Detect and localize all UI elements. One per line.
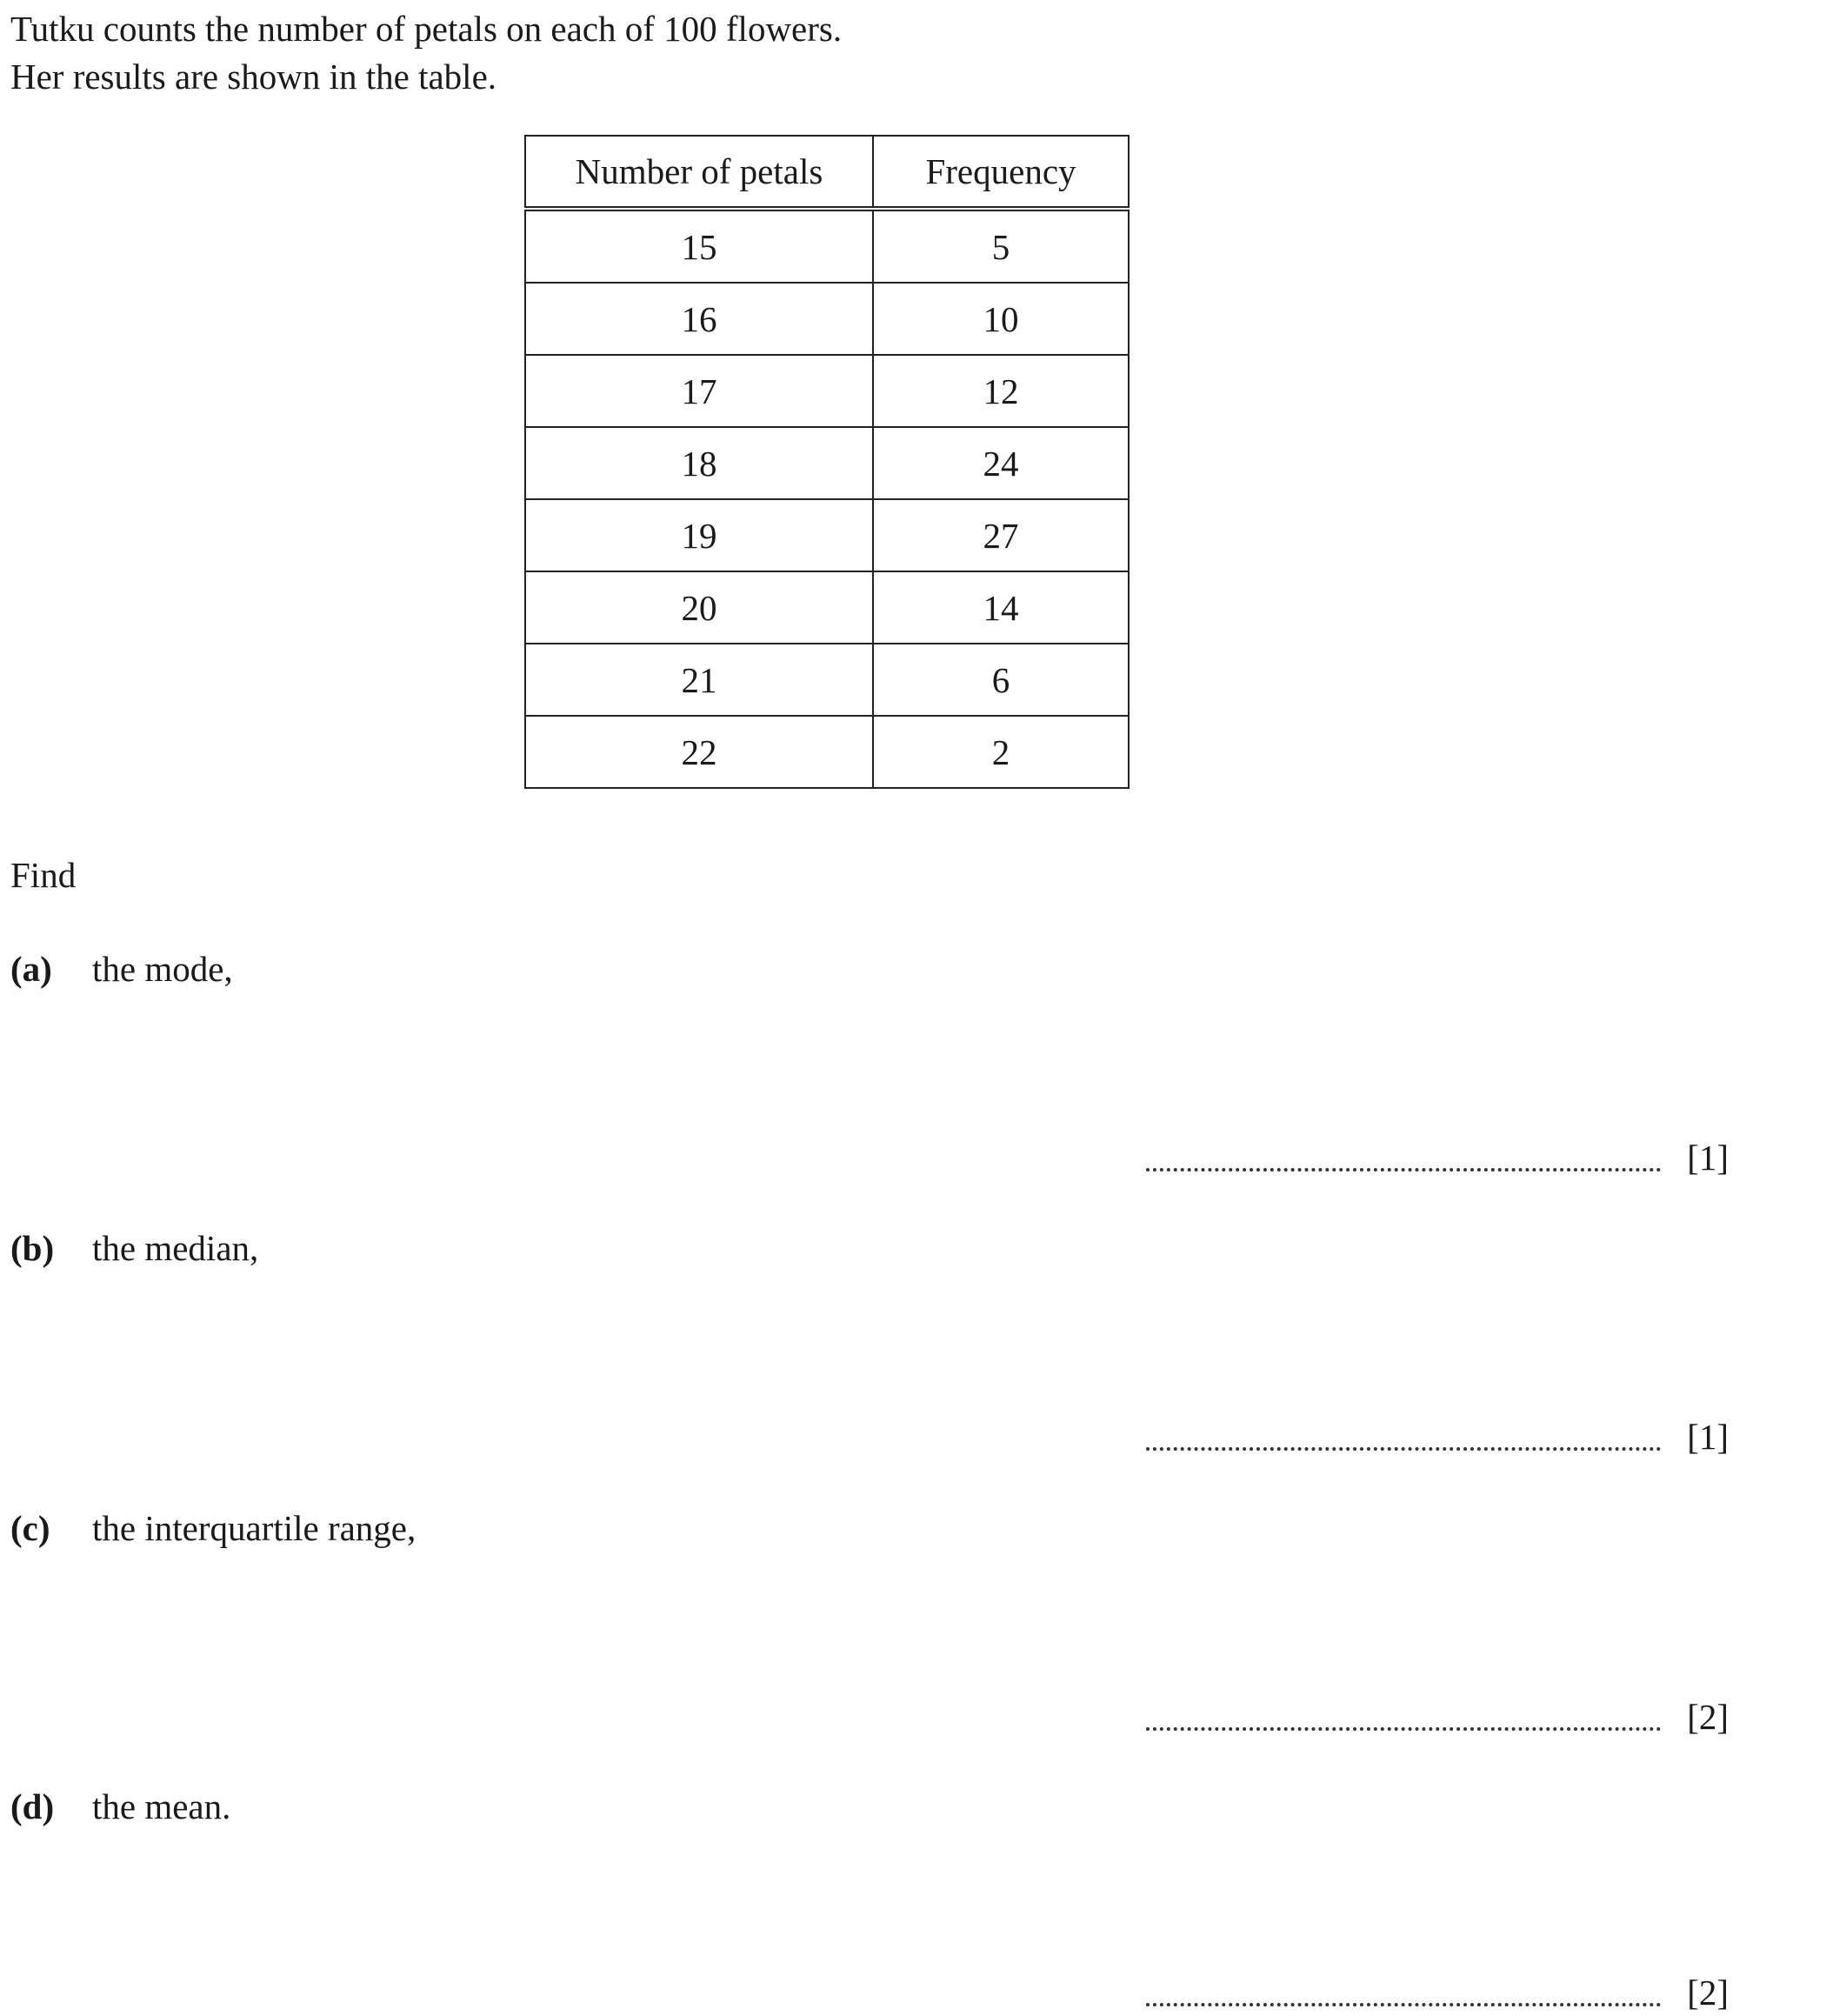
answer-line-b[interactable]	[1146, 1413, 1729, 1460]
answer-line-d[interactable]	[1146, 1969, 1729, 2016]
find-label: Find	[10, 855, 77, 895]
frequency-cell: 14	[873, 571, 1129, 644]
table-row	[525, 644, 1129, 716]
part-letter: (b)	[10, 1228, 55, 1268]
marks-label: [2]	[1687, 1973, 1729, 2013]
frequency-cell: 5	[873, 209, 1129, 283]
header-number-of-petals: Number of petals	[525, 136, 873, 209]
table-row	[525, 716, 1129, 788]
answer-line-a[interactable]	[1146, 1134, 1729, 1181]
answer-line-c[interactable]	[1146, 1693, 1729, 1740]
question-part-b	[10, 1225, 258, 1272]
table-header-row	[525, 136, 1129, 209]
part-text: the interquartile range,	[92, 1508, 417, 1548]
petals-cell: 19	[525, 499, 873, 571]
answer-dots[interactable]	[1146, 1168, 1661, 1172]
petals-cell: 18	[525, 427, 873, 499]
table-row	[525, 571, 1129, 644]
header-frequency: Frequency	[873, 136, 1129, 209]
question-part-a	[10, 945, 233, 992]
petals-cell: 17	[525, 355, 873, 427]
part-letter: (a)	[10, 949, 52, 989]
petals-cell: 16	[525, 283, 873, 355]
part-text: the mean.	[92, 1786, 231, 1826]
intro-line-1: Tutku counts the number of petals on each of 100 flowers.	[10, 9, 843, 49]
question-part-c	[10, 1505, 416, 1552]
answer-dots[interactable]	[1146, 1727, 1661, 1731]
table-row	[525, 427, 1129, 499]
frequency-cell: 6	[873, 644, 1129, 716]
answer-dots[interactable]	[1146, 2003, 1661, 2006]
table-row	[525, 209, 1129, 283]
table-row	[525, 355, 1129, 427]
part-text: the median,	[92, 1228, 259, 1268]
table-row	[525, 499, 1129, 571]
table-row	[525, 283, 1129, 355]
intro-line-2: Her results are shown in the table.	[10, 57, 497, 97]
petals-frequency-table	[524, 135, 1130, 789]
part-letter: (d)	[10, 1786, 55, 1826]
petals-cell: 15	[525, 209, 873, 283]
frequency-cell: 27	[873, 499, 1129, 571]
part-letter: (c)	[10, 1508, 50, 1548]
part-text: the mode,	[92, 949, 233, 989]
frequency-cell: 24	[873, 427, 1129, 499]
frequency-cell: 2	[873, 716, 1129, 788]
marks-label: [2]	[1687, 1697, 1729, 1737]
petals-cell: 22	[525, 716, 873, 788]
answer-dots[interactable]	[1146, 1447, 1661, 1451]
petals-cell: 20	[525, 571, 873, 644]
petals-cell: 21	[525, 644, 873, 716]
frequency-cell: 12	[873, 355, 1129, 427]
marks-label: [1]	[1687, 1138, 1729, 1178]
marks-label: [1]	[1687, 1417, 1729, 1457]
frequency-cell: 10	[873, 283, 1129, 355]
question-part-d	[10, 1783, 230, 1830]
